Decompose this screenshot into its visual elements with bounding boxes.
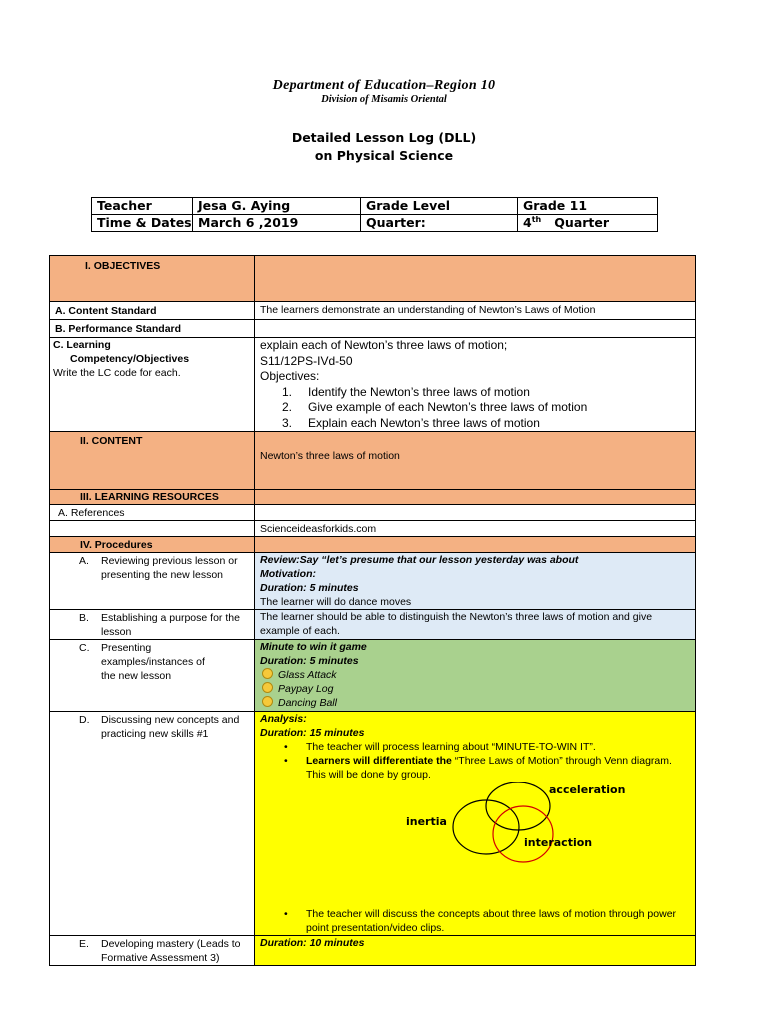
department-title: Department of Education–Region 10 bbox=[272, 78, 496, 93]
division-title: Division of Misamis Oriental bbox=[321, 94, 447, 105]
procedure-e-label: Developing mastery (Leads to Formative Assessment 3) bbox=[101, 938, 241, 964]
performance-standard-label: B. Performance Standard bbox=[50, 320, 255, 338]
analysis-label: Analysis: bbox=[260, 713, 307, 725]
teacher-label: Teacher bbox=[92, 198, 193, 215]
procedure-c-duration: Duration: 5 minutes bbox=[260, 655, 359, 667]
time-dates-label: Time & Dates bbox=[92, 215, 193, 232]
time-dates-value: March 6 ,2019 bbox=[193, 215, 361, 232]
document-subtitle: on Physical Science bbox=[314, 148, 454, 163]
review-text: Review:Say “let’s presume that our lesson yesterday was about bbox=[260, 554, 579, 566]
game-item: Glass Attack bbox=[260, 668, 690, 682]
teacher-info-table bbox=[91, 197, 658, 232]
procedure-a-duration: Duration: 5 minutes bbox=[260, 582, 359, 594]
list-item: • Learners will differentiate the “Three Laws of Motion” through Venn diagram. This will be done by group. bbox=[284, 755, 672, 781]
procedure-d-label-cell bbox=[50, 712, 255, 936]
procedure-b-text: The learner should be able to distinguish the Newton’s three laws of motion and give example of each. bbox=[255, 610, 696, 640]
teacher-value: Jesa G. Aying bbox=[193, 198, 361, 215]
procedure-c-letter: C. bbox=[79, 642, 90, 654]
competency-sublabel: Competency/Objectives bbox=[70, 353, 190, 365]
procedure-e-letter: E. bbox=[79, 938, 89, 950]
content-standard-label: A. Content Standard bbox=[50, 302, 255, 320]
procedure-a-letter: A. bbox=[79, 555, 89, 567]
learning-resources-heading: III. LEARNING RESOURCES bbox=[50, 490, 255, 505]
procedure-b-letter: B. bbox=[79, 612, 89, 624]
procedures-blank bbox=[255, 537, 696, 553]
content-standard-value: The learners demonstrate an understanding of Newton’s Laws of Motion bbox=[255, 302, 696, 320]
venn-label-inertia: inertia bbox=[406, 815, 447, 828]
content-heading: II. CONTENT bbox=[50, 432, 255, 490]
procedure-b-label-cell bbox=[50, 610, 255, 640]
venn-circle-interaction bbox=[493, 806, 553, 862]
reference-site: Scienceideasforkids.com bbox=[255, 521, 696, 537]
references-blank bbox=[255, 505, 696, 521]
quarter-suffix: th bbox=[531, 214, 542, 224]
procedure-c-label: Presenting examples/instances of the new lesson bbox=[101, 642, 205, 682]
grade-level-value: Grade 11 bbox=[518, 198, 658, 215]
competency-label-cell bbox=[50, 338, 255, 432]
procedure-c-content bbox=[255, 640, 696, 712]
procedure-e-label-cell bbox=[50, 936, 255, 966]
learning-resources-blank bbox=[255, 490, 696, 505]
objective-item: 2. Give example of each Newton’s three laws of motion bbox=[282, 400, 588, 414]
procedure-a-label-cell bbox=[50, 553, 255, 610]
procedure-b-label: Establishing a purpose for the lesson bbox=[101, 612, 240, 638]
procedure-d-duration: Duration: 15 minutes bbox=[260, 727, 365, 739]
site-label-blank bbox=[50, 521, 255, 537]
competency-code: S11/12PS-IVd-50 bbox=[260, 353, 353, 368]
objectives-heading: I. OBJECTIVES bbox=[50, 256, 255, 302]
performance-standard-value bbox=[255, 320, 696, 338]
quarter-number: 4 bbox=[523, 215, 532, 230]
venn-diagram bbox=[260, 782, 690, 907]
procedure-a-content bbox=[255, 553, 696, 610]
lightbulb-icon bbox=[262, 668, 273, 679]
motivation-label: Motivation: bbox=[260, 568, 316, 580]
procedure-e-duration: Duration: 10 minutes bbox=[255, 936, 696, 966]
lightbulb-icon bbox=[262, 696, 273, 707]
competency-note: Write the LC code for each. bbox=[53, 367, 181, 379]
procedure-a-text: The learner will do dance moves bbox=[260, 596, 412, 608]
procedure-d-letter: D. bbox=[79, 714, 90, 726]
objectives-heading-blank bbox=[255, 256, 696, 302]
lightbulb-icon bbox=[262, 682, 273, 693]
objective-item: 1. Identify the Newton’s three laws of motion bbox=[282, 384, 530, 399]
list-item: • The teacher will discuss the concepts about three laws of motion through power point presentation/video clips. bbox=[284, 908, 677, 934]
competency-value-cell bbox=[255, 338, 696, 432]
competency-text: explain each of Newton’s three laws of motion; bbox=[260, 338, 508, 352]
competency-label: C. Learning bbox=[53, 339, 111, 351]
game-item: Paypay Log bbox=[260, 682, 690, 696]
list-item: • The teacher will process learning about “MINUTE-TO-WIN IT”. bbox=[284, 741, 596, 753]
lesson-log-table bbox=[49, 255, 696, 966]
venn-svg bbox=[260, 782, 690, 907]
game-item: Dancing Ball bbox=[260, 696, 690, 710]
quarter-value bbox=[518, 215, 658, 232]
procedure-d-label: Discussing new concepts and practicing new skills #1 bbox=[101, 714, 240, 740]
objectives-label: Objectives: bbox=[260, 369, 320, 383]
procedures-heading: IV. Procedures bbox=[50, 537, 255, 553]
quarter-word: Quarter bbox=[554, 215, 610, 230]
procedure-a-label: Reviewing previous lesson or presenting the new lesson bbox=[101, 555, 238, 581]
document-title: Detailed Lesson Log (DLL) bbox=[291, 130, 477, 145]
procedure-c-label-cell bbox=[50, 640, 255, 712]
grade-level-label: Grade Level bbox=[361, 198, 518, 215]
objective-item: 3. Explain each Newton’s three laws of motion bbox=[282, 415, 540, 430]
game-title: Minute to win it game bbox=[260, 641, 367, 653]
quarter-label: Quarter: bbox=[361, 215, 518, 232]
references-label: A. References bbox=[50, 505, 255, 521]
venn-label-interaction: interaction bbox=[524, 836, 593, 849]
procedure-d-content bbox=[255, 712, 696, 936]
content-value: Newton’s three laws of motion bbox=[255, 432, 696, 490]
venn-label-acceleration: acceleration bbox=[549, 783, 626, 796]
